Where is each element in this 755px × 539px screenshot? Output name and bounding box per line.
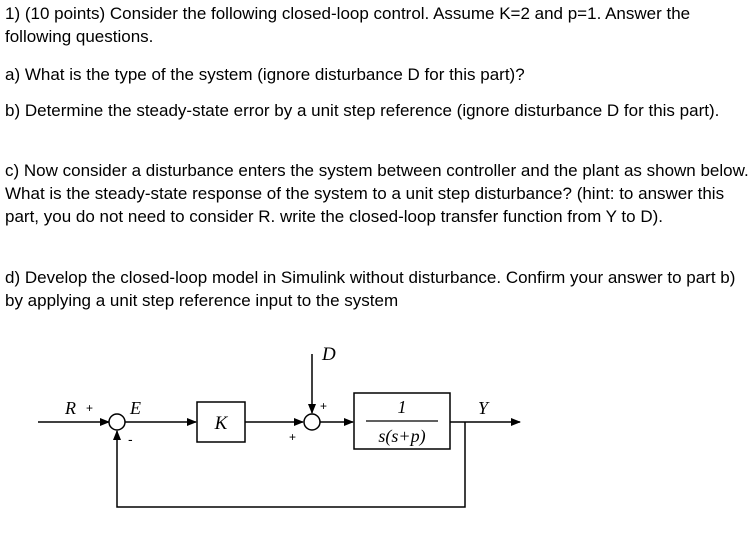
question-part-d: d) Develop the closed-loop model in Simulink without disturbance. Confirm your answer to part b) by applying a unit step reference input to the system <box>5 268 736 310</box>
output-label: Y <box>478 398 489 418</box>
block-diagram <box>0 330 755 539</box>
sum2-controller-sign: + <box>289 430 297 444</box>
sum1-feedback-sign: - <box>128 431 133 447</box>
question-part-c: c) Now consider a disturbance enters the system between controller and the plant as shown below. What is the steady-state response of the system to a unit step disturbance? (hint: to answer this part, you do not need to consider R. write the closed-loop transfer function from Y to D). <box>5 161 749 226</box>
disturbance-label: D <box>322 344 336 365</box>
plant-denominator: s(s+p) <box>378 426 426 446</box>
question-intro: 1) (10 points) Consider the following closed-loop control. Assume K=2 and p=1. Answer the following questions. <box>5 4 691 46</box>
controller-gain-label: K <box>214 413 228 434</box>
reference-label: R <box>65 398 76 418</box>
error-label: E <box>130 398 141 418</box>
sum2-disturbance-sign: + <box>320 399 328 413</box>
summing-junction-2 <box>304 414 320 430</box>
question-part-b: b) Determine the steady-state error by a unit step reference (ignore disturbance D for this part). <box>5 101 720 120</box>
summing-junction-1 <box>109 414 125 430</box>
sum1-ref-sign: + <box>86 401 94 415</box>
plant-numerator: 1 <box>397 397 407 417</box>
question-part-a: a) What is the type of the system (ignore disturbance D for this part)? <box>5 65 525 84</box>
